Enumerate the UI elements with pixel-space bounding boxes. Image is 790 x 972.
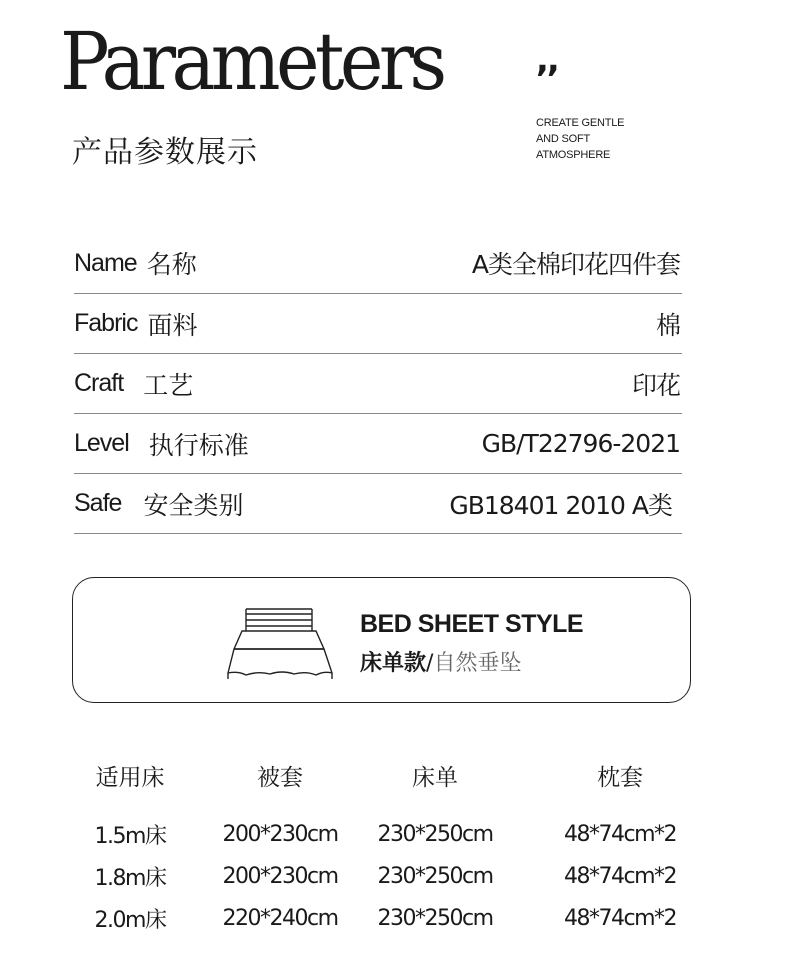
header-cell: 枕套: [597, 764, 643, 791]
bed-style-separator: /: [426, 651, 434, 676]
param-key: [74, 306, 197, 342]
tagline: [536, 115, 624, 163]
param-key-en: Level: [74, 429, 129, 457]
table-cell: 1.5m床: [94, 823, 166, 849]
table-cell: 48*74cm*2: [563, 863, 676, 889]
param-row-safe: [74, 474, 682, 534]
param-key-en: Fabric: [74, 309, 138, 337]
tagline-line: ATMOSPHERE: [536, 149, 611, 161]
bed-style-subtitle: [360, 646, 521, 677]
size-table: [60, 745, 740, 939]
header-cell: 床单: [412, 764, 458, 791]
header-cell: 适用床: [95, 764, 165, 791]
table-cell: 1.8m床: [94, 865, 166, 891]
size-table-header: [60, 745, 740, 805]
tagline-line: AND SOFT: [536, 133, 591, 145]
param-row-name: [74, 233, 682, 294]
table-cell: 48*74cm*2: [563, 905, 676, 931]
table-row: [60, 855, 740, 897]
header-cell: 被套: [257, 764, 303, 791]
table-cell: 48*74cm*2: [563, 821, 676, 847]
param-value: 棉: [655, 310, 680, 340]
param-key-cn: 安全类别: [143, 490, 244, 520]
param-key: [74, 426, 249, 462]
param-key-en: Craft: [74, 369, 124, 397]
param-key: [74, 366, 193, 402]
bed-style-title: BED SHEET STYLE: [360, 610, 584, 638]
table-cell: 230*250cm: [377, 821, 493, 847]
bed-style-label: 床单款: [360, 651, 427, 676]
param-key-cn: 面料: [147, 310, 198, 340]
param-key-en: Safe: [74, 489, 122, 517]
table-cell: 200*230cm: [222, 821, 338, 847]
param-row-craft: [74, 354, 682, 414]
table-row: [60, 897, 740, 939]
table-row: [60, 813, 740, 855]
param-value: GB/T22796-2021: [481, 429, 680, 458]
bed-style-box: [72, 577, 691, 703]
param-value: A类全棉印花四件套: [471, 250, 680, 279]
param-key-en: Name: [74, 248, 137, 277]
param-key: [74, 486, 243, 522]
param-key-cn: 工艺: [143, 370, 194, 400]
quote-mark: ,,: [536, 40, 558, 80]
param-row-fabric: [74, 294, 682, 354]
bed-icon: [222, 605, 336, 685]
tagline-line: CREATE GENTLE: [536, 117, 625, 129]
table-cell: 200*230cm: [222, 863, 338, 889]
table-cell: 230*250cm: [377, 863, 493, 889]
bed-style-desc: 自然垂坠: [433, 651, 522, 676]
param-key-cn: 名称: [146, 250, 197, 279]
param-value: 印花: [631, 370, 680, 400]
page-title-cn: 产品参数展示: [72, 135, 258, 170]
param-key-cn: 执行标准: [148, 430, 249, 460]
page-title-en: Parameters: [60, 15, 443, 108]
table-cell: 220*240cm: [222, 905, 338, 931]
param-key: [74, 245, 197, 281]
table-cell: 2.0m床: [94, 907, 166, 933]
param-value: GB18401 2010 A类: [449, 490, 672, 520]
table-cell: 230*250cm: [377, 905, 493, 931]
parameter-list: [74, 233, 682, 534]
param-row-level: [74, 414, 682, 474]
